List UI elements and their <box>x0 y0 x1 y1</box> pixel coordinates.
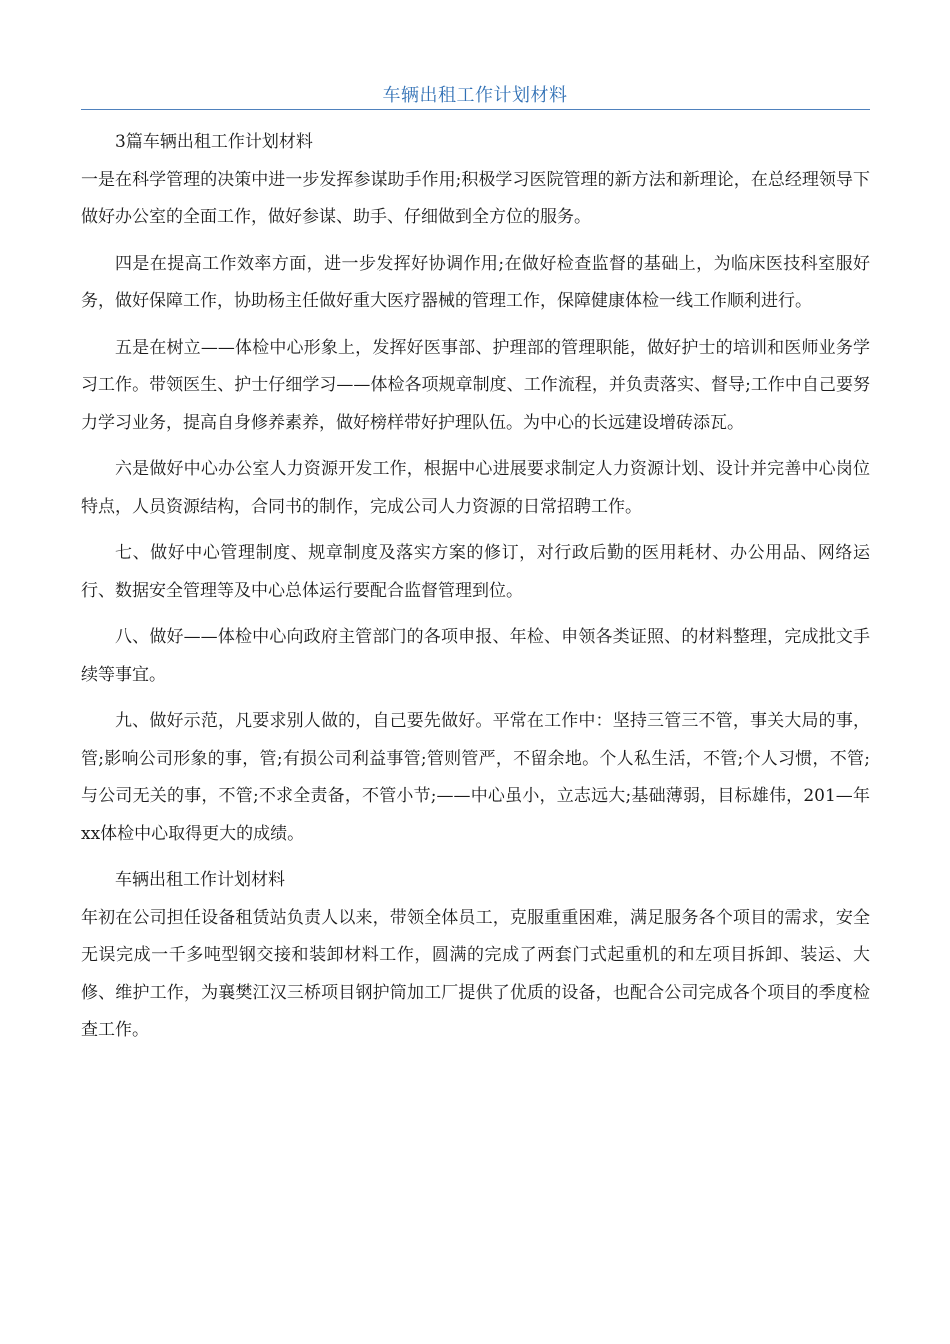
paragraph-9: 九、做好示范，凡要求别人做的，自己要先做好。平常在工作中：坚持三管三不管，事关大局的事，管;影响公司形象的事，管;有损公司利益事管;管则管严，不留余地。个人私生活，不管;个人习惯，不管;与公司无关的事，不管;不求全责备，不管小节;——中心虽小，立志远大;基础薄弱，目标雄伟，201—年xx体检中心取得更大的成绩。 <box>81 711 870 844</box>
paragraph-5: 五是在树立——体检中心形象上，发挥好医事部、护理部的管理职能，做好护士的培训和医师业务学习工作。带领医生、护士仔细学习——体检各项规章制度、工作流程，并负责落实、督导;工作中自己要努力学习业务，提高自身修养素养，做好榜样带好护理队伍。为中心的长远建设增砖添瓦。 <box>81 337 870 433</box>
page-header-title: 车辆出租工作计划材料 <box>382 85 568 106</box>
subheading-rental-plan: 车辆出租工作计划材料 <box>115 870 285 890</box>
document-body <box>81 124 870 1050</box>
subheading-three-plans: 3篇车辆出租工作计划材料 <box>115 132 313 152</box>
paragraph-4: 四是在提高工作效率方面，进一步发挥好协调作用;在做好检查监督的基础上，为临床医技科室服好务，做好保障工作，协助杨主任做好重大医疗器械的管理工作，保障健康体检一线工作顺利进行。 <box>81 253 870 311</box>
paragraph-1: 一是在科学管理的决策中进一步发挥参谋助手作用;积极学习医院管理的新方法和新理论，在总经理领导下做好办公室的全面工作，做好参谋、助手、仔细做到全方位的服务。 <box>81 169 870 227</box>
header-divider <box>81 109 870 110</box>
paragraph-7: 七、做好中心管理制度、规章制度及落实方案的修订，对行政后勤的医用耗材、办公用品、网络运行、数据安全管理等及中心总体运行要配合监督管理到位。 <box>81 543 870 601</box>
paragraph-6: 六是做好中心办公室人力资源开发工作，根据中心进展要求制定人力资源计划、设计并完善中心岗位特点，人员资源结构，合同书的制作，完成公司人力资源的日常招聘工作。 <box>81 459 870 517</box>
paragraph-8: 八、做好——体检中心向政府主管部门的各项申报、年检、申领各类证照、的材料整理，完成批文手续等事宜。 <box>81 627 870 685</box>
paragraph-rental-intro: 年初在公司担任设备租赁站负责人以来，带领全体员工，克服重重困难，满足服务各个项目的需求，安全无误完成一千多吨型钢交接和装卸材料工作，圆满的完成了两套门式起重机的和左项目拆卸、装运、大修、维护工作，为襄樊江汉三桥项目钢护筒加工厂提供了优质的设备，也配合公司完成各个项目的季度检查工作。 <box>81 907 870 1040</box>
